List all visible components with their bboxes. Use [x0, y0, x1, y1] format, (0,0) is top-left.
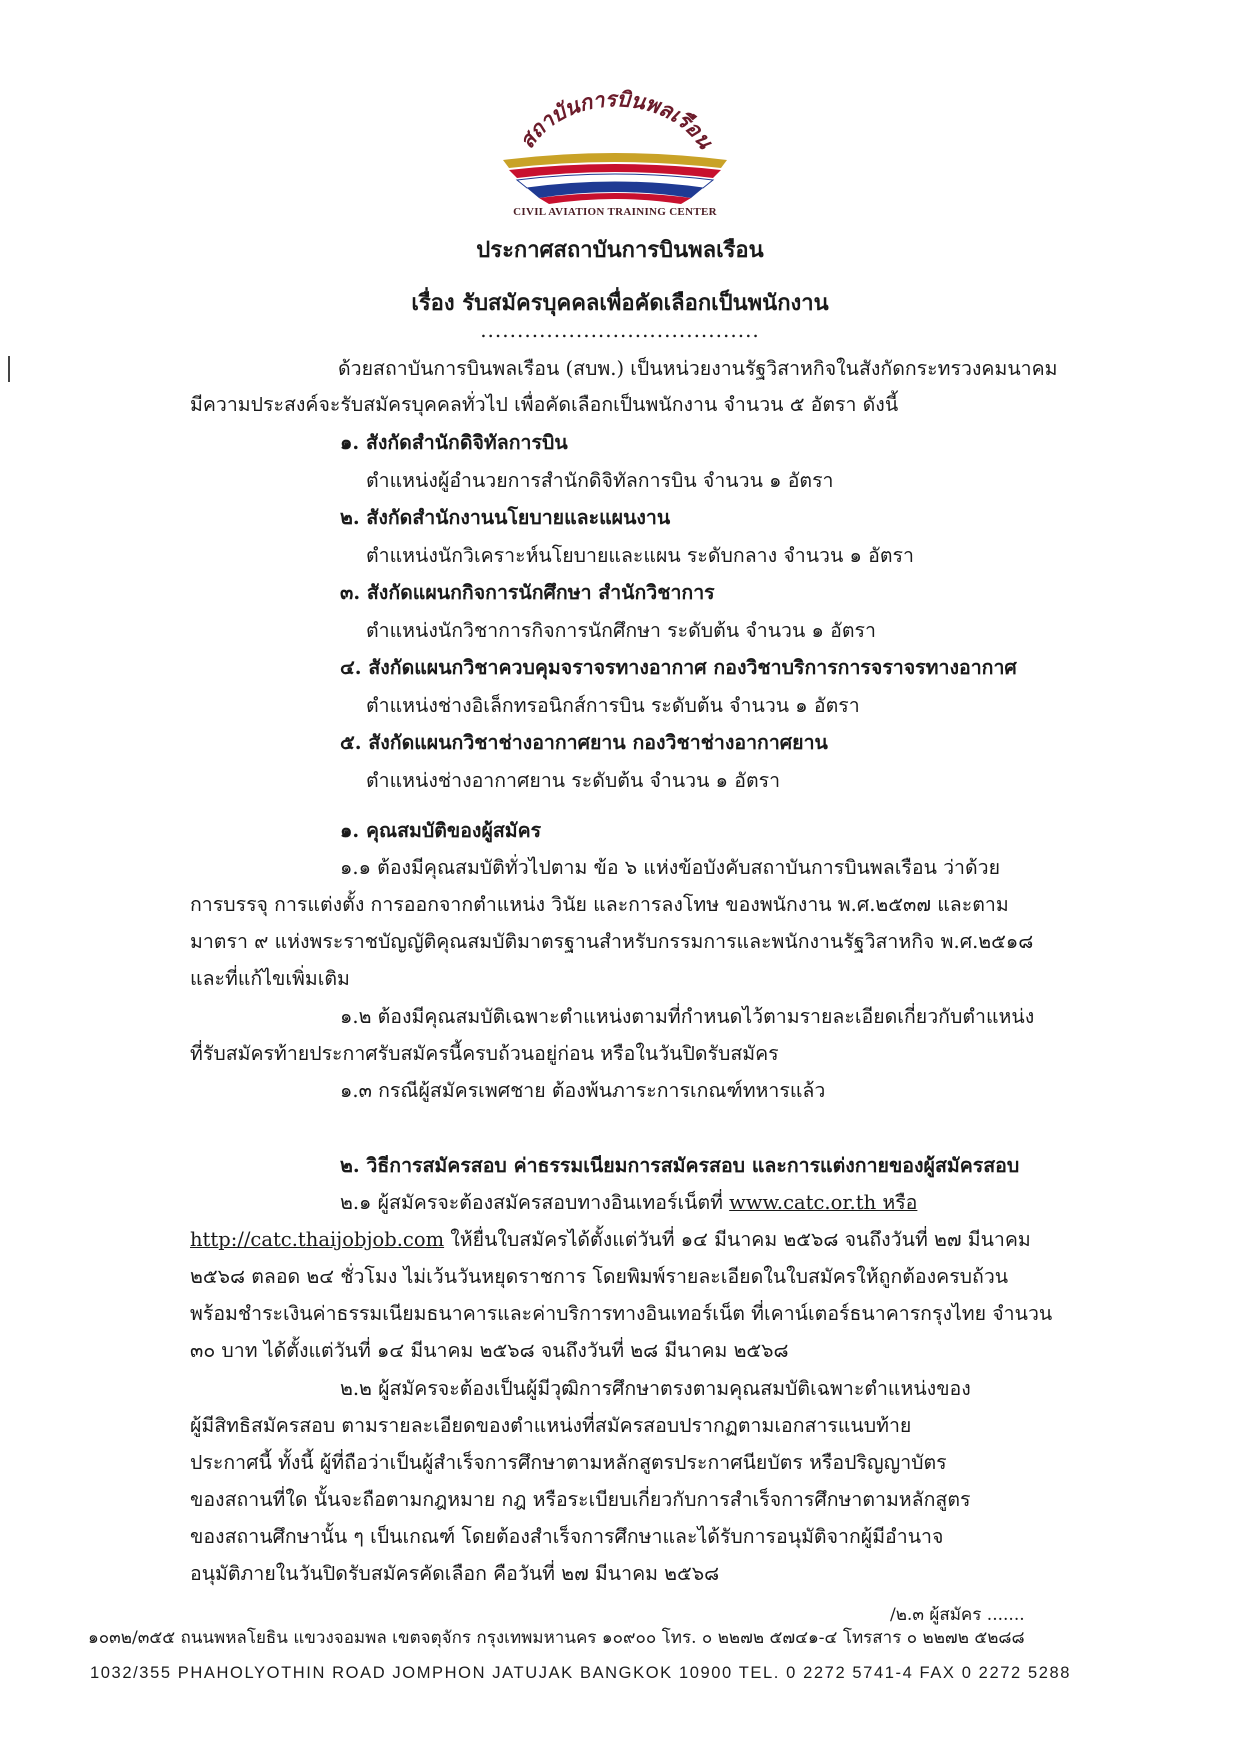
- catc-emblem-icon: [495, 78, 735, 206]
- section2-p2-line4: ของสถานที่ใด นั้นจะถือตามกฎหมาย กฎ หรือระเบียบเกี่ยวกับการสำเร็จการศึกษาตามหลักสูตร: [190, 1488, 971, 1511]
- catc-logo: [495, 78, 735, 228]
- section2-p1-line4: พร้อมชำระเงินค่าธรรมเนียมธนาคารและค่าบริการทางอินเทอร์เน็ต ที่เคาน์เตอร์ธนาคารกรุงไทย จำนวน: [190, 1302, 1053, 1325]
- position-detail-3: ตำแหน่งนักวิชาการกิจการนักศึกษา ระดับต้น จำนวน ๑ อัตรา: [366, 619, 876, 642]
- section2-p1-line2: [190, 1227, 1031, 1253]
- footer-thai-address: ๑๐๓๒/๓๕๕ ถนนพหลโยธิน แขวงจอมพล เขตจตุจักร กรุงเทพมหานคร ๑๐๙๐๐ โทร. ๐ ๒๒๗๒ ๕๗๔๑-๔ โทรสาร ๐ ๒๒๗๒ ๕๒๘๘: [88, 1628, 1025, 1648]
- section2-p1-line2-text: ให้ยื่นใบสมัครได้ตั้งแต่วันที่ ๑๔ มีนาคม ๒๕๖๘ จนถึงวันที่ ๒๗ มีนาคม: [444, 1228, 1031, 1251]
- margin-mark: [8, 356, 10, 382]
- section2-p1-line5: ๓๐ บาท ได้ตั้งแต่วันที่ ๑๔ มีนาคม ๒๕๖๘ จนถึงวันที่ ๒๘ มีนาคม ๒๕๖๘: [190, 1339, 789, 1362]
- title-divider: ......................................: [480, 318, 760, 342]
- section2-p2-line6: อนุมัติภายในวันปิดรับสมัครคัดเลือก คือวันที่ ๒๗ มีนาคม ๒๕๖๘: [190, 1562, 720, 1585]
- section1-p1-line4: และที่แก้ไขเพิ่มเติม: [190, 967, 350, 990]
- position-detail-1: ตำแหน่งผู้อำนวยการสำนักดิจิทัลการบิน จำนวน ๑ อัตรา: [366, 469, 834, 492]
- section2-heading: ๒. วิธีการสมัครสอบ ค่าธรรมเนียมการสมัครสอบ และการแต่งกายของผู้สมัครสอบ: [340, 1154, 1020, 1177]
- logo-thai-text: สถาบันการบินพลเรือน: [513, 86, 719, 153]
- position-unit-5: ๕. สังกัดแผนกวิชาช่างอากาศยาน กองวิชาช่างอากาศยาน: [340, 731, 828, 754]
- announcement-subject: เรื่อง รับสมัครบุคคลเพื่อคัดเลือกเป็นพนักงาน: [411, 290, 829, 316]
- position-unit-3: ๓. สังกัดแผนกกิจการนักศึกษา สำนักวิชาการ: [340, 581, 715, 604]
- section1-p2-line2: ที่รับสมัครท้ายประกาศรับสมัครนี้ครบถ้วนอยู่ก่อน หรือในวันปิดรับสมัคร: [190, 1042, 779, 1065]
- continuation-marker: /๒.๓ ผู้สมัคร .......: [890, 1605, 1025, 1625]
- position-detail-2: ตำแหน่งนักวิเคราะห์นโยบายและแผน ระดับกลาง จำนวน ๑ อัตรา: [366, 544, 914, 567]
- thaijobjob-link[interactable]: http://catc.thaijobjob.com: [190, 1228, 445, 1251]
- svg-text:สถาบันการบินพลเรือน: [514, 86, 719, 154]
- section1-p2-line1: ๑.๒ ต้องมีคุณสมบัติเฉพาะตำแหน่งตามที่กำหนดไว้ตามรายละเอียดเกี่ยวกับตำแหน่ง: [340, 1005, 1035, 1028]
- section1-p1-line3: มาตรา ๙ แห่งพระราชบัญญัติคุณสมบัติมาตรฐานสำหรับกรรมการและพนักงานรัฐวิสาหกิจ พ.ศ.๒๕๑๘: [190, 930, 1034, 953]
- section2-p1-line1: [340, 1190, 917, 1216]
- section2-p2-line3: ประกาศนี้ ทั้งนี้ ผู้ที่ถือว่าเป็นผู้สำเร็จการศึกษาตามหลักสูตรประกาศนียบัตร หรือปริญญาบัตร: [190, 1451, 947, 1474]
- logo-english-text: CIVIL AVIATION TRAINING CENTER: [513, 206, 717, 218]
- position-detail-4: ตำแหน่งช่างอิเล็กทรอนิกส์การบิน ระดับต้น จำนวน ๑ อัตรา: [366, 694, 860, 717]
- section2-p2-line1: ๒.๒ ผู้สมัครจะต้องเป็นผู้มีวุฒิการศึกษาตรงตามคุณสมบัติเฉพาะตำแหน่งของ: [340, 1377, 971, 1400]
- footer-english-address: 1032/355 PHAHOLYOTHIN ROAD JOMPHON JATUJAK BANGKOK 10900 TEL. 0 2272 5741-4 FAX 0 2272 5288: [90, 1664, 1072, 1682]
- section2-p2-line2: ผู้มีสิทธิสมัครสอบ ตามรายละเอียดของตำแหน่งที่สมัครสอบปรากฏตามเอกสารแนบท้าย: [190, 1414, 912, 1437]
- section1-p1-line2: การบรรจุ การแต่งตั้ง การออกจากตำแหน่ง วินัย และการลงโทษ ของพนักงาน พ.ศ.๒๕๓๗ และตาม: [190, 893, 1009, 916]
- section2-p1-line3: ๒๕๖๘ ตลอด ๒๔ ชั่วโมง ไม่เว้นวันหยุดราชการ โดยพิมพ์รายละเอียดในใบสมัครให้ถูกต้องครบถ้วน: [190, 1265, 1009, 1288]
- intro-line-2: มีความประสงค์จะรับสมัครบุคคลทั่วไป เพื่อคัดเลือกเป็นพนักงาน จำนวน ๕ อัตรา ดังนี้: [190, 393, 899, 416]
- position-unit-1: ๑. สังกัดสำนักดิจิทัลการบิน: [340, 431, 568, 454]
- section1-p3-line1: ๑.๓ กรณีผู้สมัครเพศชาย ต้องพ้นภาระการเกณฑ์ทหารแล้ว: [340, 1079, 826, 1102]
- section2-p1-line1-text: ๒.๑ ผู้สมัครจะต้องสมัครสอบทางอินเทอร์เน็ตที่: [340, 1191, 730, 1214]
- catc-website-link[interactable]: www.catc.or.th หรือ: [729, 1191, 918, 1214]
- intro-line-1: ด้วยสถาบันการบินพลเรือน (สบพ.) เป็นหน่วยงานรัฐวิสาหกิจในสังกัดกระทรวงคมนาคม: [338, 357, 1058, 380]
- section1-heading: ๑. คุณสมบัติของผู้สมัคร: [340, 819, 542, 842]
- section2-p2-line5: ของสถานศึกษานั้น ๆ เป็นเกณฑ์ โดยต้องสำเร็จการศึกษาและได้รับการอนุมัติจากผู้มีอำนาจ: [190, 1525, 944, 1548]
- position-unit-2: ๒. สังกัดสำนักงานนโยบายและแผนงาน: [340, 506, 671, 529]
- announcement-title: ประกาศสถาบันการบินพลเรือน: [476, 237, 764, 263]
- position-unit-4: ๔. สังกัดแผนกวิชาควบคุมจราจรทางอากาศ กองวิชาบริการการจราจรทางอากาศ: [340, 656, 1017, 679]
- position-detail-5: ตำแหน่งช่างอากาศยาน ระดับต้น จำนวน ๑ อัตรา: [366, 769, 781, 792]
- section1-p1-line1: ๑.๑ ต้องมีคุณสมบัติทั่วไปตาม ข้อ ๖ แห่งข้อบังคับสถาบันการบินพลเรือน ว่าด้วย: [340, 856, 1001, 879]
